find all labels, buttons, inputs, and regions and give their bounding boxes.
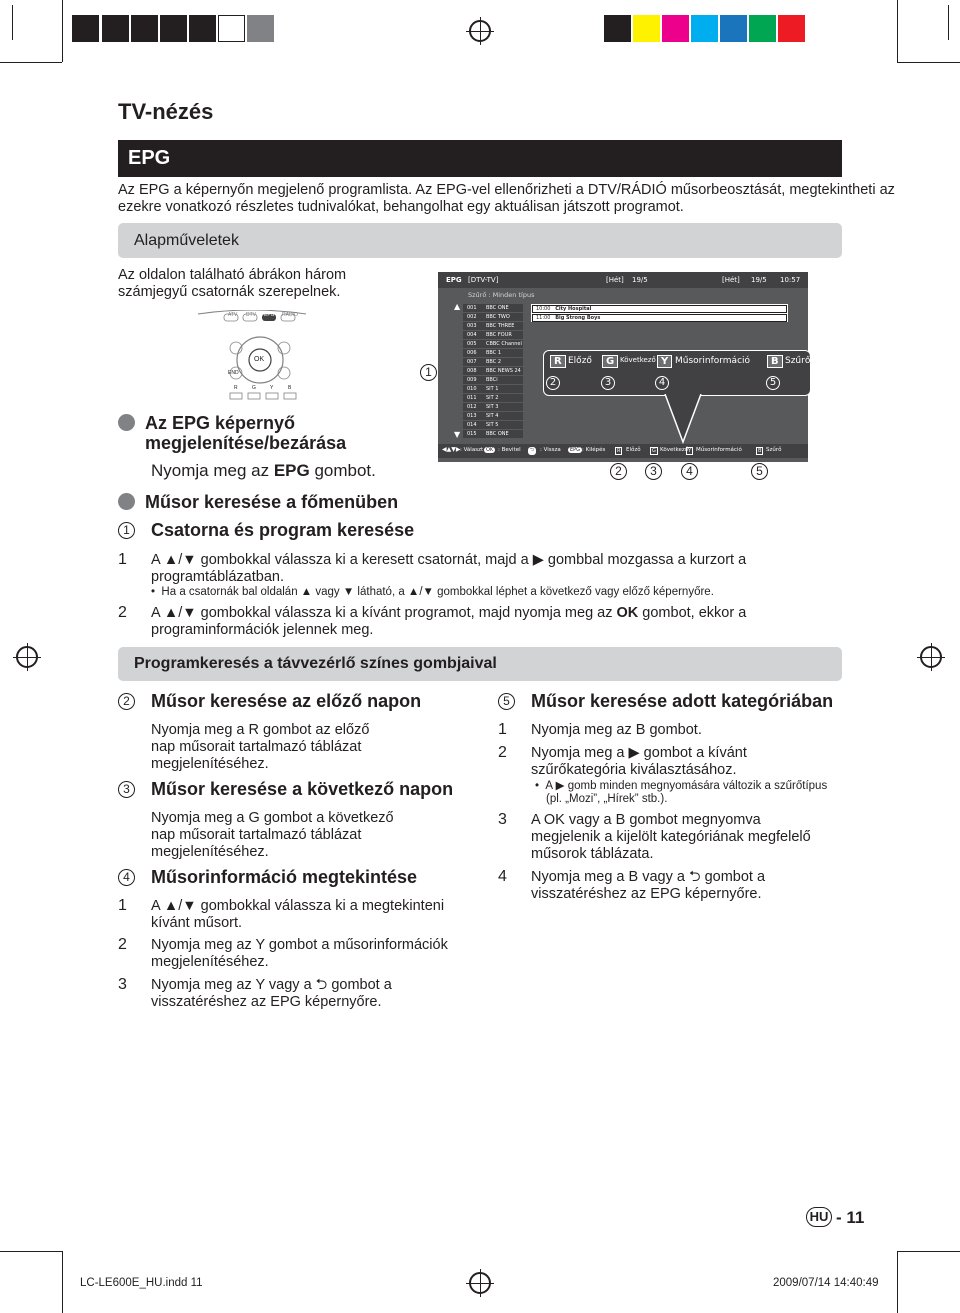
epg-day: [Hét] xyxy=(606,276,624,284)
channel-row[interactable] xyxy=(463,376,523,384)
footer-label: : Választ xyxy=(460,447,484,453)
channel-row[interactable] xyxy=(463,394,523,402)
subsection-title: Alapműveletek xyxy=(134,232,239,249)
color-swatch xyxy=(218,15,245,42)
green-key: G xyxy=(602,355,618,368)
marker-1: 1 xyxy=(118,522,135,539)
channel-name: BBC ONE xyxy=(486,431,509,437)
channel-number: 005 xyxy=(467,341,477,347)
channel-name: SIT 3 xyxy=(486,404,499,410)
step-number: 4 xyxy=(498,868,507,885)
crop-mark xyxy=(897,1251,960,1252)
crop-mark xyxy=(62,0,63,62)
blue-key: B xyxy=(758,448,762,454)
footer-date: 2009/07/14 14:40:49 xyxy=(773,1277,879,1289)
program-title: Big Strong Boys xyxy=(555,315,601,321)
footer-label: Következő xyxy=(660,447,689,453)
epg-date: 19/5 xyxy=(751,276,767,284)
channel-name: BBC THREE xyxy=(486,323,515,329)
marker-3: 3 xyxy=(601,376,615,390)
step-number: 1 xyxy=(118,897,127,914)
red-key: R xyxy=(550,355,566,368)
channel-name: BBC 1 xyxy=(486,350,502,356)
epg-day: [Hét] xyxy=(722,276,740,284)
channel-number: 014 xyxy=(467,422,477,428)
color-swatch xyxy=(189,15,216,42)
channel-row[interactable] xyxy=(463,358,523,366)
remote-label: B xyxy=(288,385,292,391)
color-swatch xyxy=(102,15,129,42)
channel-number: 003 xyxy=(467,323,477,329)
step-text: programtáblázatban. xyxy=(151,569,284,585)
section-header xyxy=(118,140,842,177)
step-text: A ▲/▼ gombokkal válassza ki a kívánt programot, majd nyomja meg az OK gombot, ekkor a xyxy=(151,605,747,621)
body-line: Nyomja meg az Y vagy a ⮌ gombot a xyxy=(151,977,392,993)
remote-label: G xyxy=(252,385,256,391)
body-line: visszatéréshez az EPG képernyőre. xyxy=(531,886,762,902)
body-line: műsorok táblázata. xyxy=(531,846,654,862)
channel-number: 001 xyxy=(467,305,477,311)
page-title: TV-nézés xyxy=(118,99,214,124)
color-swatch xyxy=(778,15,805,42)
section-heading: Műsor keresése adott kategóriában xyxy=(531,691,834,711)
color-swatch xyxy=(72,15,99,42)
intro-line: Az EPG a képernyőn megjelenő programlista. Az EPG-vel ellenőrizheti a DTV/RÁDIÓ műsorbeosztását, megtekintheti az xyxy=(118,182,895,198)
footer-file: LC-LE600E_HU.indd 11 xyxy=(80,1277,203,1289)
marker-2: 2 xyxy=(546,376,560,390)
channel-row[interactable] xyxy=(463,340,523,348)
section-heading: megjelenítése/bezárása xyxy=(145,433,347,453)
color-swatch xyxy=(604,15,631,42)
step-text: A ▲/▼ gombokkal válassza ki a keresett csatornát, majd a ▶ gombbal mozgassa a kurzort a xyxy=(151,552,747,568)
subsection-bar xyxy=(118,223,842,258)
registration-mark-icon xyxy=(920,646,942,668)
remote-label: ATV xyxy=(228,312,238,318)
channel-name: BBC 2 xyxy=(486,359,502,365)
body-line: nap műsorait tartalmazó táblázat xyxy=(151,827,362,843)
program-time: 11:00 xyxy=(536,315,551,321)
channel-row[interactable] xyxy=(463,430,523,438)
channel-row[interactable] xyxy=(463,403,523,411)
marker-4: 4 xyxy=(681,463,698,480)
color-swatch xyxy=(662,15,689,42)
color-swatch xyxy=(633,15,660,42)
section-title: EPG xyxy=(128,147,171,169)
red-key-label: Előző xyxy=(568,356,592,366)
channel-number: 006 xyxy=(467,350,477,356)
bullet-text: (pl. „Mozi”, „Hírek” stb.). xyxy=(546,793,668,805)
channel-number: 007 xyxy=(467,359,477,365)
footer-label: Műsorinformáció xyxy=(696,447,742,453)
channel-number: 013 xyxy=(467,413,477,419)
channel-name: BBC FOUR xyxy=(486,332,512,338)
blue-key-label: Szűrő xyxy=(785,356,811,366)
step-number: 3 xyxy=(498,811,507,828)
channel-number: 012 xyxy=(467,404,477,410)
registration-mark-icon xyxy=(469,1272,491,1294)
crop-mark xyxy=(897,1251,898,1313)
yellow-key: Y xyxy=(688,448,692,454)
footer-label: : Bevitel xyxy=(498,447,521,453)
crop-mark xyxy=(897,0,898,62)
color-swatch xyxy=(720,15,747,42)
body-line: megjelenítéséhez. xyxy=(151,756,269,772)
channel-row[interactable] xyxy=(463,313,523,321)
channel-name: BBC ONE xyxy=(486,305,509,311)
step-number: 3 xyxy=(118,976,127,993)
epg-date: 19/5 xyxy=(632,276,648,284)
epg-program[interactable] xyxy=(532,314,787,322)
remote-label: EPG xyxy=(264,312,275,318)
blue-key: B xyxy=(767,355,783,368)
program-title: City Hospital xyxy=(555,306,592,312)
color-swatch xyxy=(749,15,776,42)
footer-label: Szűrő xyxy=(766,447,782,453)
body-line: Nyomja meg a B vagy a ⮌ gombot a xyxy=(531,869,766,885)
channel-row[interactable] xyxy=(463,367,523,375)
epg-time: 10:57 xyxy=(780,276,801,284)
remote-label: DTV xyxy=(246,312,256,318)
step-number: 1 xyxy=(498,721,507,738)
crop-mark xyxy=(948,5,949,40)
channel-row[interactable] xyxy=(463,412,523,420)
body-line: visszatéréshez az EPG képernyőre. xyxy=(151,994,382,1010)
registration-mark-icon xyxy=(16,646,38,668)
callout-pointer xyxy=(663,394,703,444)
channel-number: 002 xyxy=(467,314,477,320)
instruction: Nyomja meg az EPG gombot. xyxy=(151,461,376,480)
marker-2: 2 xyxy=(118,693,135,710)
channel-row[interactable] xyxy=(463,331,523,339)
body-line: Nyomja meg a ▶ gombot a kívánt xyxy=(531,745,747,761)
epg-program[interactable] xyxy=(532,305,787,313)
step-number: 1 xyxy=(118,551,127,568)
marker-5: 5 xyxy=(498,693,515,710)
crop-mark xyxy=(0,1251,62,1252)
channel-number: 008 xyxy=(467,368,477,374)
nav-arrows-icon: ◀▲▼▶ xyxy=(442,446,461,453)
note-line: számjegyű csatornák szerepelnek. xyxy=(118,284,341,300)
remote-label: END xyxy=(228,370,239,376)
channel-row[interactable] xyxy=(463,421,523,429)
subsection-bar xyxy=(118,647,842,681)
section-heading: Csatorna és program keresése xyxy=(151,520,415,540)
step-text: programinformációk jelennek meg. xyxy=(151,622,374,638)
marker-1: 1 xyxy=(420,364,437,381)
epg-screen xyxy=(438,272,811,462)
color-swatch xyxy=(247,15,274,42)
note-line: Az oldalon található ábrákon három xyxy=(118,267,347,283)
bullet-text: • Ha a csatornák bal oldalán ▲ vagy ▼ látható, a ▲/▼ gombokkal léphet a következő vagy előző képernyőre. xyxy=(151,586,714,598)
bullet-text: • A ▶ gomb minden megnyomására változik a szűrőtípus xyxy=(535,780,828,792)
color-swatch xyxy=(160,15,187,42)
remote-label: OK xyxy=(254,356,265,363)
step-number: 2 xyxy=(118,936,127,953)
crop-mark xyxy=(0,62,62,63)
subsection-title: Programkeresés a távvezérlő színes gombjaival xyxy=(134,655,497,672)
language-badge: HU xyxy=(806,1207,832,1227)
registration-mark-icon xyxy=(469,20,491,42)
remote-label: R xyxy=(234,385,238,391)
channel-number: 011 xyxy=(467,395,477,401)
channel-row[interactable] xyxy=(463,322,523,330)
marker-5: 5 xyxy=(751,463,768,480)
body-line: szűrőkategória kiválasztásához. xyxy=(531,762,737,778)
channel-name: SIT 4 xyxy=(486,413,499,419)
epg-source: [DTV-TV] xyxy=(468,276,499,284)
body-line: megjelenik a kijelölt kategóriának megfelelő xyxy=(531,829,811,845)
channel-name: CBBC Channel xyxy=(486,341,522,347)
marker-5: 5 xyxy=(766,376,780,390)
channel-number: 009 xyxy=(467,377,477,383)
body-line: Nyomja meg az B gombot. xyxy=(531,722,702,738)
crop-mark xyxy=(897,62,960,63)
epg-down-arrow-icon: ▼ xyxy=(454,430,461,439)
green-key: G xyxy=(652,448,656,454)
channel-row[interactable] xyxy=(463,349,523,357)
footer-label: : Kilépés xyxy=(582,447,606,453)
epg-up-arrow-icon: ▲ xyxy=(454,302,461,311)
body-line: Nyomja meg az Y gombot a műsorinformációk xyxy=(151,937,448,953)
body-line: kívánt műsort. xyxy=(151,915,243,931)
channel-row[interactable] xyxy=(463,385,523,393)
channel-name: SIT 1 xyxy=(486,386,499,392)
footer-label: Előző xyxy=(626,447,641,453)
body-line: megjelenítéséhez. xyxy=(151,844,269,860)
marker-3: 3 xyxy=(118,781,135,798)
body-line: Nyomja meg a R gombot az előző xyxy=(151,722,370,738)
channel-number: 010 xyxy=(467,386,477,392)
marker-2: 2 xyxy=(610,463,627,480)
program-time: 10:00 xyxy=(536,306,551,312)
channel-name: BBCi xyxy=(486,377,498,383)
section-heading: Műsor keresése a főmenüben xyxy=(145,492,399,512)
ok-key: OK xyxy=(486,447,494,453)
section-heading: Műsorinformáció megtekintése xyxy=(151,867,418,887)
channel-number: 004 xyxy=(467,332,477,338)
yellow-key-label: Műsorinformáció xyxy=(675,356,751,366)
epg-key: EPG xyxy=(570,447,581,453)
remote-label: RADIO xyxy=(282,312,298,318)
epg-filter: Szűrő : Minden típus xyxy=(468,291,535,299)
crop-mark xyxy=(62,1251,63,1313)
section-heading: Műsor keresése a következő napon xyxy=(151,779,454,799)
channel-number: 015 xyxy=(467,431,477,437)
yellow-key: Y xyxy=(657,355,672,368)
page-number: - 11 xyxy=(836,1208,865,1227)
color-swatch xyxy=(131,15,158,42)
section-heading: Műsor keresése az előző napon xyxy=(151,691,422,711)
body-line: megjelenítéséhez. xyxy=(151,954,269,970)
bullet-dot-icon xyxy=(118,493,135,510)
remote-label: Y xyxy=(270,385,274,391)
marker-4: 4 xyxy=(655,376,669,390)
marker-4: 4 xyxy=(118,869,135,886)
footer-label: : Vissza xyxy=(540,447,561,453)
body-line: Nyomja meg a G gombot a következő xyxy=(151,810,394,826)
green-key-label: Következő xyxy=(620,356,656,364)
epg-title: EPG xyxy=(446,276,462,284)
body-line: A ▲/▼ gombokkal válassza ki a megtekinteni xyxy=(151,898,445,914)
marker-3: 3 xyxy=(645,463,662,480)
bullet-dot-icon xyxy=(118,414,135,431)
intro-line: ezekre vonatkozó részletes tudnivalókat, behangolhat egy aktuálisan játszott programot. xyxy=(118,199,684,215)
channel-row[interactable] xyxy=(463,304,523,312)
crop-mark xyxy=(12,5,13,40)
channel-name: BBC NEWS 24 xyxy=(486,368,521,374)
red-key: R xyxy=(617,448,621,454)
return-icon: ⮌ xyxy=(530,447,535,453)
body-line: A OK vagy a B gombot megnyomva xyxy=(531,812,761,828)
channel-name: BBC TWO xyxy=(486,314,510,320)
color-swatch xyxy=(691,15,718,42)
channel-name: SIT 2 xyxy=(486,395,499,401)
remote-control-illustration xyxy=(196,310,308,408)
section-heading: Az EPG képernyő xyxy=(145,413,296,433)
step-number: 2 xyxy=(498,744,507,761)
body-line: nap műsorait tartalmazó táblázat xyxy=(151,739,362,755)
channel-name: SIT 5 xyxy=(486,422,499,428)
step-number: 2 xyxy=(118,604,127,621)
